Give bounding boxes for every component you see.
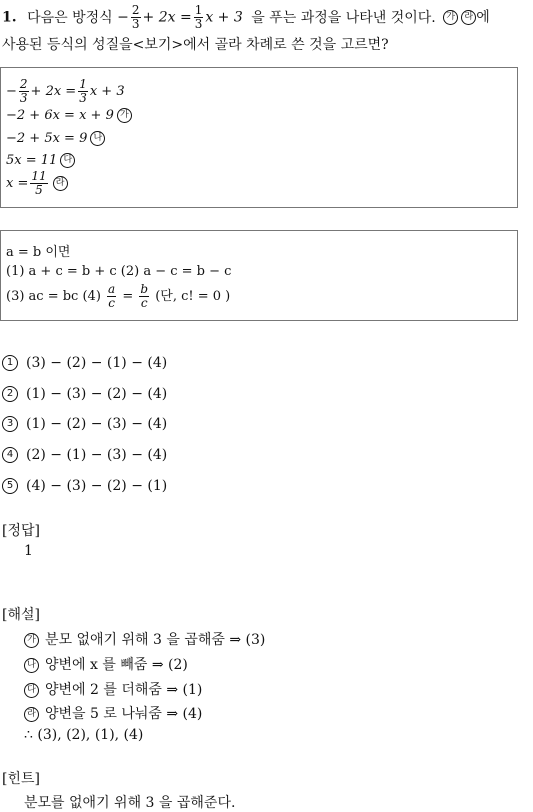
explanation-line-2: 나 양변에 x 를 빼줌 ⇒ (2) — [24, 654, 188, 674]
bogi-box — [0, 230, 518, 321]
answer-label: [정답] — [2, 523, 40, 539]
question-frac-1: $\frac{2}{3}$ — [131, 3, 140, 31]
mark-da-icon: 다 — [60, 153, 75, 168]
mark-ra-icon: 라 — [53, 176, 68, 191]
step-line-5: x = $\frac{11}{5}$ 라 — [6, 170, 68, 197]
bogi-line-2: (1) a + c = b + c (2) a − c = b − c — [6, 264, 232, 279]
explanation-line-1: 가 분모 없애기 위해 3 을 곱해줌 ⇒ (3) — [24, 629, 265, 649]
explanation-line-3: 다 양변에 2 를 더해줌 ⇒ (1) — [24, 679, 202, 699]
choice-4[interactable]: 4 (2) − (1) − (3) − (4) — [2, 447, 167, 463]
bogi-line-3: (3) ac = bc (4) $\frac{a}{c}$ = $\frac{b}{c}$ (단, c! = 0 ) — [6, 282, 231, 310]
choice-number-icon: 3 — [2, 416, 18, 432]
mark-ra-icon: 라 — [24, 707, 39, 722]
question-number: 1. — [2, 9, 17, 26]
question-line-2: 사용된 등식의 성질을<보기>에서 골라 차례로 쓴 것을 고르면? — [2, 37, 389, 53]
hint-text: 분모를 없애기 위해 3 을 곱해준다. — [24, 795, 236, 811]
hint-label: [힌트] — [2, 771, 40, 787]
bogi-line-1: a = b 이면 — [6, 245, 71, 260]
choice-1[interactable]: 1 (3) − (2) − (1) − (4) — [2, 355, 167, 371]
answer-value: 1 — [24, 543, 33, 559]
choice-number-icon: 1 — [2, 355, 18, 371]
step-line-1: − $\frac{2}{3}$ + 2x = $\frac{1}{3}$ x + 3 — [6, 77, 125, 105]
choice-number-icon: 4 — [2, 447, 18, 463]
explanation-line-4: 라 양변을 5 로 나눠줌 ⇒ (4) — [24, 703, 202, 723]
question-text-part3: 에 — [476, 9, 490, 26]
explanation-label: [해설] — [2, 607, 40, 623]
choice-number-icon: 5 — [2, 478, 18, 494]
question-text-part1: 다음은 방정식 — [27, 9, 113, 26]
step-line-3: −2 + 5x = 9 나 — [6, 131, 105, 146]
mark-da-icon: 다 — [24, 683, 39, 698]
choice-3[interactable]: 3 (1) − (2) − (3) − (4) — [2, 416, 167, 432]
choice-number-icon: 2 — [2, 386, 18, 402]
step-line-4: 5x = 11 다 — [6, 153, 75, 168]
mark-na-icon: 나 — [90, 131, 105, 146]
question-frac-2: $\frac{1}{3}$ — [194, 3, 203, 31]
question-eq-prefix: − — [117, 9, 129, 26]
mark-na-icon: 나 — [24, 658, 39, 673]
question-text-part2: 을 푸는 과정을 나타낸 것이다. — [251, 9, 436, 26]
choice-5[interactable]: 5 (4) − (3) − (2) − (1) — [2, 478, 167, 494]
question-eq-mid: + 2x = — [142, 9, 192, 26]
step-line-2: −2 + 6x = x + 9 가 — [6, 108, 132, 123]
question-eq-suffix: x + 3 — [205, 9, 243, 26]
question-line-1 — [2, 4, 490, 31]
mark-ga-icon: 가 — [24, 633, 39, 648]
choice-2[interactable]: 2 (1) − (3) − (2) − (4) — [2, 386, 167, 402]
explanation-conclusion: ∴ (3), (2), (1), (4) — [24, 727, 144, 743]
mark-ga-icon: 가 — [117, 108, 132, 123]
mark-ga-icon: 가 — [443, 10, 458, 25]
steps-box — [0, 67, 518, 208]
mark-ra-icon: 라 — [461, 10, 476, 25]
